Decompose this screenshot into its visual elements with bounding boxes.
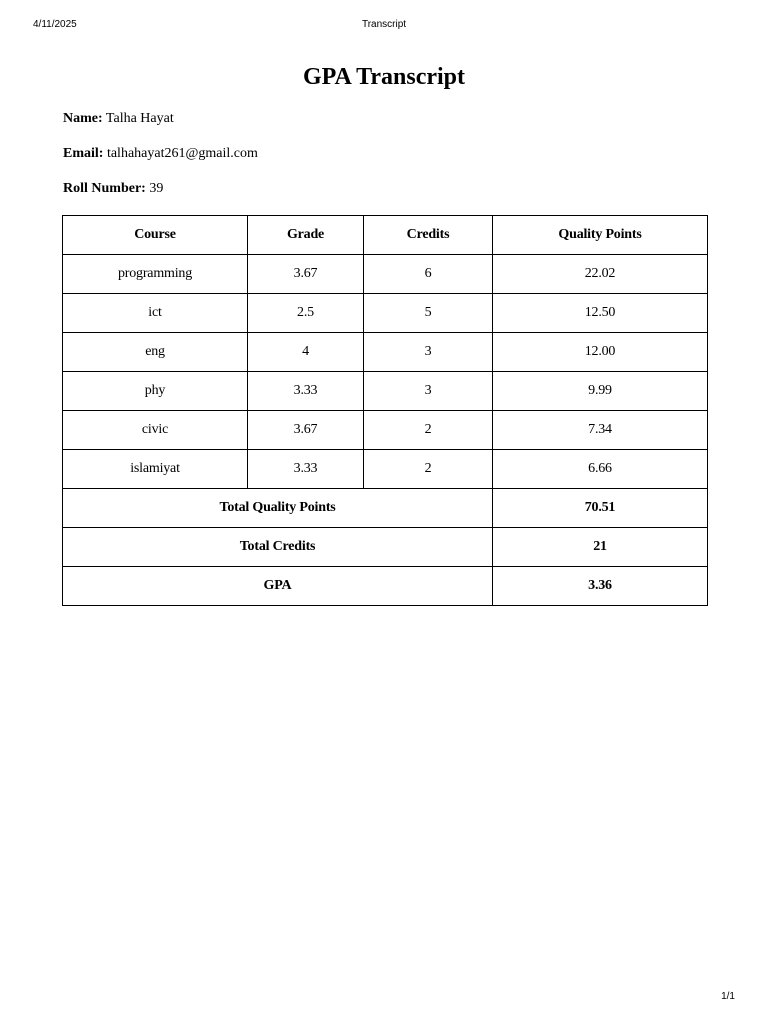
transcript-table <box>62 215 708 606</box>
course-cell: islamiyat <box>63 450 248 489</box>
quality-points-cell: 22.02 <box>493 255 708 294</box>
grade-cell: 3.33 <box>248 450 364 489</box>
course-cell: eng <box>63 333 248 372</box>
table-row <box>63 294 708 333</box>
header-course: Course <box>63 216 248 255</box>
table-row <box>63 450 708 489</box>
print-title: Transcript <box>361 19 407 30</box>
course-cell: programming <box>63 255 248 294</box>
roll-label: Roll Number: <box>63 181 146 196</box>
grade-cell: 4 <box>248 333 364 372</box>
course-cell: ict <box>63 294 248 333</box>
page-title: GPA Transcript <box>303 64 465 90</box>
credits-cell: 2 <box>364 411 493 450</box>
gpa-label: GPA <box>63 567 493 606</box>
header-credits: Credits <box>364 216 493 255</box>
email-label: Email: <box>63 146 104 161</box>
student-email-line <box>63 145 258 163</box>
header-grade: Grade <box>248 216 364 255</box>
total-quality-points-label: Total Quality Points <box>63 489 493 528</box>
total-quality-points-row <box>63 489 708 528</box>
gpa-value: 3.36 <box>493 567 708 606</box>
credits-cell: 2 <box>364 450 493 489</box>
table-row <box>63 372 708 411</box>
quality-points-cell: 12.00 <box>493 333 708 372</box>
grade-cell: 2.5 <box>248 294 364 333</box>
name-label: Name: <box>63 111 103 126</box>
student-name: Talha Hayat <box>105 111 174 126</box>
table-row <box>63 333 708 372</box>
grade-cell: 3.67 <box>248 255 364 294</box>
quality-points-cell: 9.99 <box>493 372 708 411</box>
header-quality-points: Quality Points <box>493 216 708 255</box>
quality-points-cell: 7.34 <box>493 411 708 450</box>
print-date: 4/11/2025 <box>33 19 77 30</box>
total-quality-points-value: 70.51 <box>493 489 708 528</box>
student-roll: 39 <box>149 181 164 196</box>
print-header <box>0 19 768 33</box>
quality-points-cell: 12.50 <box>493 294 708 333</box>
table-row <box>63 411 708 450</box>
total-credits-row <box>63 528 708 567</box>
student-roll-line <box>63 180 163 198</box>
grade-cell: 3.67 <box>248 411 364 450</box>
grade-cell: 3.33 <box>248 372 364 411</box>
table-header-row <box>63 216 708 255</box>
student-name-line <box>63 110 174 128</box>
credits-cell: 6 <box>364 255 493 294</box>
credits-cell: 5 <box>364 294 493 333</box>
page-number: 1/1 <box>721 991 735 1002</box>
credits-cell: 3 <box>364 372 493 411</box>
total-credits-label: Total Credits <box>63 528 493 567</box>
gpa-row <box>63 567 708 606</box>
course-cell: civic <box>63 411 248 450</box>
student-email: talhahayat261@gmail.com <box>106 146 258 161</box>
course-cell: phy <box>63 372 248 411</box>
table-row <box>63 255 708 294</box>
total-credits-value: 21 <box>493 528 708 567</box>
quality-points-cell: 6.66 <box>493 450 708 489</box>
credits-cell: 3 <box>364 333 493 372</box>
